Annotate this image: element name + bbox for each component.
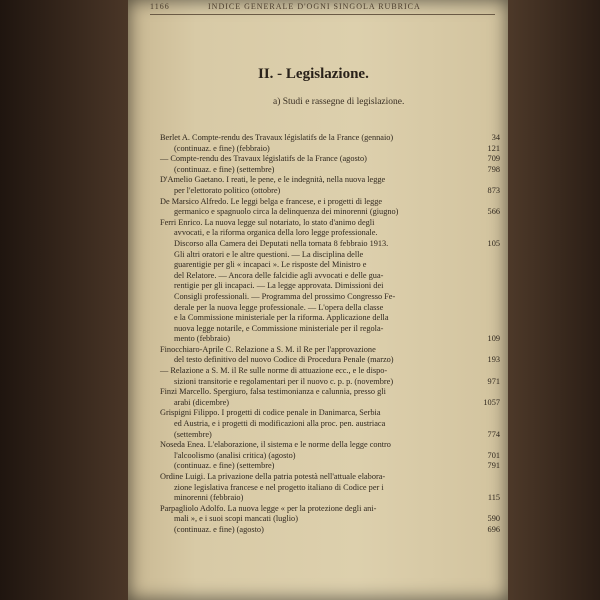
entry-page-number: 774 bbox=[487, 429, 500, 439]
entry-text: l'alcoolismo (analisi critica) (agosto) bbox=[174, 450, 296, 460]
entry-text: De Marsico Alfredo. Le leggi belga e francese, e i progetti di legge bbox=[160, 196, 383, 206]
index-entry-line bbox=[160, 303, 500, 314]
entry-page-number: 701 bbox=[487, 450, 500, 460]
index-entry-line bbox=[160, 228, 500, 239]
entry-text: guarentigie per gli « incapaci ». Le risposte del Ministro e bbox=[174, 260, 367, 270]
index-entry-line bbox=[160, 324, 500, 335]
entry-text: mali », e i suoi scopi mancati (luglio) bbox=[174, 514, 298, 524]
entry-page-number: 1057 bbox=[483, 397, 500, 407]
index-entry-line bbox=[160, 430, 500, 441]
index-entry-line bbox=[160, 493, 500, 504]
index-entry-line bbox=[160, 133, 500, 144]
index-entry-line bbox=[160, 250, 500, 261]
entry-text: Parpagliolo Adolfo. La nuova legge « per la protezione degli ani- bbox=[160, 503, 377, 513]
index-entry-line bbox=[160, 461, 500, 472]
index-entry-line bbox=[160, 218, 500, 229]
index-entry-line bbox=[160, 451, 500, 462]
entry-text: arabi (dicembre) bbox=[174, 397, 230, 407]
index-entry-line bbox=[160, 197, 500, 208]
subsection-title: a) Studi e rassegne di legislazione. bbox=[273, 97, 405, 107]
entry-page-number: 798 bbox=[487, 164, 500, 174]
entry-text: del testo definitivo del nuovo Codice di Procedura Penale (marzo) bbox=[174, 355, 394, 365]
entry-text: mento (febbraio) bbox=[174, 334, 230, 344]
entry-page-number: 696 bbox=[487, 524, 500, 534]
entry-page-number: 709 bbox=[487, 154, 500, 164]
entry-text: minorenni (febbraio) bbox=[174, 493, 244, 503]
entry-text: ed Austria, e i progetti di modificazioni alla proc. pen. austriaca bbox=[174, 419, 386, 429]
index-entry-line bbox=[160, 398, 500, 409]
running-title: INDICE GENERALE D'OGNI SINGOLA RUBRICA bbox=[208, 2, 421, 11]
entry-text: del Relatore. — Ancora delle falcidie agli avvocati e delle gua- bbox=[174, 270, 384, 280]
entry-text: nuova legge notarile, e Commissione ministeriale per il regola- bbox=[174, 323, 384, 333]
entry-text: Berlet A. Compte-rendu des Travaux législatifs de la France (gennaio) bbox=[160, 133, 394, 142]
entry-text: sizioni transitorie e regolamentari per il nuovo c. p. p. (novembre) bbox=[174, 376, 394, 386]
index-entry-line bbox=[160, 345, 500, 356]
entry-text: derale per la nuova legge professionale. — L'opera della classe bbox=[174, 302, 384, 312]
index-entry-line bbox=[160, 387, 500, 398]
entry-page-number: 791 bbox=[487, 461, 500, 471]
index-entry-line bbox=[160, 355, 500, 366]
index-entry-line bbox=[160, 440, 500, 451]
background-right bbox=[508, 0, 600, 600]
entry-text: (settembre) bbox=[174, 429, 212, 439]
background-left bbox=[0, 0, 128, 600]
entry-page-number: 590 bbox=[487, 514, 500, 524]
entry-page-number: 34 bbox=[491, 133, 500, 142]
entry-page-number: 971 bbox=[487, 376, 500, 386]
index-entry-line bbox=[160, 483, 500, 494]
index-entry-line bbox=[160, 271, 500, 282]
entry-page-number: 121 bbox=[487, 143, 500, 153]
entry-text: Ferri Enrico. La nuova legge sul notariato, lo stato d'animo degli bbox=[160, 217, 375, 227]
entry-text: (continuaz. e fine) (settembre) bbox=[174, 461, 275, 471]
running-page-number: 1166 bbox=[150, 2, 170, 11]
entry-text: Gli altri oratori e le altre questioni. — La disciplina delle bbox=[174, 249, 364, 259]
index-entry-line bbox=[160, 504, 500, 515]
index-entry-line bbox=[160, 514, 500, 525]
index-entries bbox=[160, 133, 500, 536]
entry-page-number: 873 bbox=[487, 185, 500, 195]
entry-text: Consigli professionali. — Programma del prossimo Congresso Fe- bbox=[174, 291, 396, 301]
entry-text: avvocati, e la riforma organica della loro legge professionale. bbox=[174, 228, 378, 238]
entry-text: per l'elettorato politico (ottobre) bbox=[174, 185, 281, 195]
header-rule bbox=[150, 14, 495, 15]
entry-text: D'Amelio Gaetano. I reati, le pene, e le indegnità, nella nuova legge bbox=[160, 175, 386, 185]
index-entry-line bbox=[160, 472, 500, 483]
entry-text: Finocchiaro-Aprile C. Relazione a S. M. il Re per l'approvazione bbox=[160, 344, 376, 354]
index-entry-line bbox=[160, 525, 500, 536]
entry-text: — Relazione a S. M. il Re sulle norme di attuazione ecc., e le dispo- bbox=[160, 366, 388, 376]
index-entry-line bbox=[160, 419, 500, 430]
entry-text: Discorso alla Camera dei Deputati nella tornata 8 febbraio 1913. bbox=[174, 238, 389, 248]
entry-page-number: 109 bbox=[487, 334, 500, 344]
index-entry-line bbox=[160, 260, 500, 271]
index-entry-line bbox=[160, 175, 500, 186]
entry-text: Finzi Marcello. Spergiuro, falsa testimonianza e calunnia, presso gli bbox=[160, 387, 386, 397]
index-entry-line bbox=[160, 292, 500, 303]
index-entry-line bbox=[160, 165, 500, 176]
index-entry-line bbox=[160, 377, 500, 388]
entry-text: Noseda Enea. L'elaborazione, il sistema e le norme della legge contro bbox=[160, 440, 391, 450]
section-title: II. - Legislazione. bbox=[258, 66, 369, 82]
entry-text: rentigie per gli incapaci. — La legge approvata. Dimissioni dei bbox=[174, 281, 384, 291]
entry-text: zione legislativa francese e nel progetto italiano di Codice per i bbox=[174, 482, 384, 492]
entry-text: (continuaz. e fine) (agosto) bbox=[174, 524, 264, 534]
entry-text: e la Commissione ministeriale per la riforma. Applicazione della bbox=[174, 313, 389, 323]
index-entry-line bbox=[160, 334, 500, 345]
index-entry-line bbox=[160, 239, 500, 250]
index-entry-line bbox=[160, 408, 500, 419]
entry-text: — Compte-rendu des Travaux législatifs de la France (agosto) bbox=[160, 154, 367, 164]
entry-page-number: 115 bbox=[487, 493, 500, 503]
entry-text: germanico e spagnuolo circa la delinquenza dei minorenni (giugno) bbox=[174, 207, 399, 217]
entry-page-number: 193 bbox=[487, 355, 500, 365]
entry-text: Grispigni Filippo. I progetti di codice penale in Danimarca, Serbia bbox=[160, 408, 381, 418]
index-entry-line bbox=[160, 207, 500, 218]
index-entry-line bbox=[160, 186, 500, 197]
index-entry-line bbox=[160, 366, 500, 377]
entry-text: Ordine Luigi. La privazione della patria potestà nell'attuale elabora- bbox=[160, 472, 386, 481]
index-entry-line bbox=[160, 154, 500, 165]
index-entry-line bbox=[160, 313, 500, 324]
entry-text: (continuaz. e fine) (settembre) bbox=[174, 164, 275, 174]
index-entry-line bbox=[160, 144, 500, 155]
index-entry-line bbox=[160, 281, 500, 292]
entry-text: (continuaz. e fine) (febbraio) bbox=[174, 143, 270, 153]
entry-page-number: 105 bbox=[487, 238, 500, 248]
entry-page-number: 566 bbox=[487, 207, 500, 217]
